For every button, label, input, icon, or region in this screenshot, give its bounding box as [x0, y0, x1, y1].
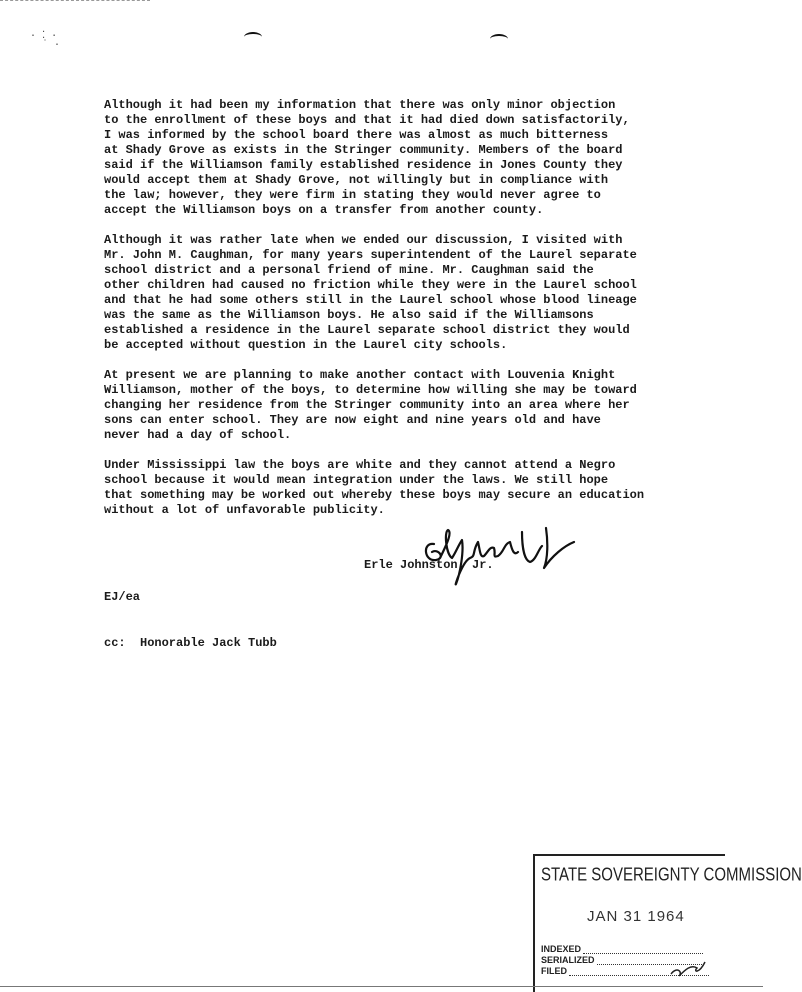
paragraph-shady-grove: Although it had been my information that there was only minor objection to the enrollment of these boys and that it had died down satisfactorily, I was informed by the school board there was almost as much bitterness at Shady Grove as exists in the Stringer community. Members of the board said if the Williamson family established residence in Jones County they would accept them at Shady Grove, not willingly but in compliance with the law; however, they were firm in stating they would never agree to accept the Williamson boys on a transfer from another county. [104, 98, 630, 217]
punch-hole-mark [490, 34, 508, 44]
letter-body [104, 98, 684, 533]
stamp-line-filed: FILED [541, 966, 709, 976]
cc-line: cc: Honorable Jack Tubb [104, 636, 277, 650]
top-edge-perforation [0, 0, 150, 5]
scan-speck: ˙ · [42, 40, 61, 51]
signer-name: Erle Johnston, Jr. [364, 558, 494, 572]
paragraph-caughman: Although it was rather late when we ended our discussion, I visited with Mr. John M. Caughman, for many years superintendent of the Laurel separate school district and a personal friend of mine. Mr. Caughman said the other children had caused no friction while they were in the Laurel school and that he had some others still in the Laurel school whose blood lineage was the same as the Williamson boys. He also said if the Williamsons established a residence in the Laurel separate school district they would be accepted without question in the Laurel city schools. [104, 233, 637, 352]
paragraph-contact-mother: At present we are planning to make another contact with Louvenia Knight Williamson, mother of the boys, to determine how willing she may be toward changing her residence from the Stringer community into an area where her sons can enter school. They are now eight and nine years old and have never had a day of school. [104, 368, 637, 442]
punch-hole-mark [244, 32, 262, 42]
paragraph-mississippi-law: Under Mississippi law the boys are white and they cannot attend a Negro school because it would mean integration under the laws. We still hope that something may be worked out whereby these boys may secure an education without a lot of unfavorable publicity. [104, 458, 645, 517]
stamp-initials-icon [667, 952, 707, 982]
typist-initials: EJ/ea [104, 590, 141, 604]
filing-stamp [533, 854, 802, 992]
handwritten-signature-icon [418, 522, 598, 592]
scan-speck: · ⁚ · [30, 31, 58, 42]
stamp-date: JAN 31 1964 [587, 908, 685, 925]
stamp-title: STATE SOVEREIGNTY COMMISSION [541, 864, 802, 886]
stamp-line-indexed: INDEXED [541, 944, 703, 954]
bottom-edge-line [0, 986, 763, 987]
stamp-line-serialized: SERIALIZED [541, 955, 702, 965]
signature-block [364, 540, 604, 600]
